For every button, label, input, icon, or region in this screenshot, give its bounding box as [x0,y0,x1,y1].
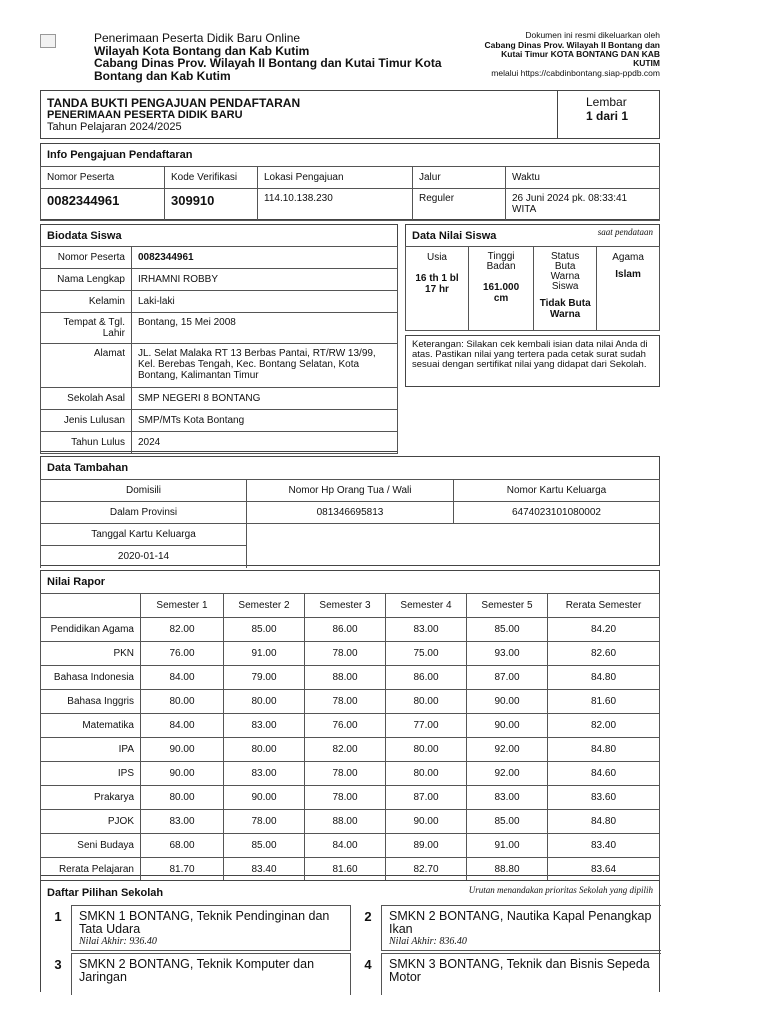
buta-warna-header: Status Buta Warna Siswa [550,251,580,292]
rapor-row [41,834,660,858]
rapor-score: 84.80 [548,666,660,690]
title-box [40,90,660,139]
rapor-score: 78.00 [224,810,305,834]
tambahan-table [40,479,660,568]
biodata-title: Biodata Siswa [47,230,122,242]
rapor-score: 83.40 [224,858,305,882]
hp-header: Nomor Hp Orang Tua / Wali [247,480,454,502]
tinggi-header: Tinggi Badan [486,251,516,272]
waktu-value: 26 Juni 2024 pk. 08:33:41 WITA [506,189,660,221]
info-header: Lokasi Pengajuan [258,167,413,189]
pilihan-note: Urutan menandakan prioritas Sekolah yang dipilih [468,885,653,895]
keterangan-box [405,335,660,387]
rapor-score: 90.00 [224,786,305,810]
rapor-table [40,593,660,881]
pilihan-item [49,953,351,995]
pilihan-section [40,880,660,992]
agama-value: Islam [615,269,641,280]
rapor-subject: IPA [41,738,141,762]
lokasi-value: 114.10.138.230 [258,189,413,221]
pilihan-card [71,905,351,951]
lembar-cell [557,90,661,139]
biodata-section [40,224,398,452]
kode-verifikasi-value: 309910 [165,189,258,221]
pilihan-nilai: Nilai Akhir: 836.40 [389,936,467,947]
pilihan-number: 4 [364,957,372,972]
header-right3: melalui https://cabdinbontang.siap-ppdb.com [491,68,660,78]
lembar-label: Lembar [586,95,627,109]
info-header: Kode Verifikasi [165,167,258,189]
pilihan-card [71,953,351,995]
biodata-value: JL. Selat Malaka RT 13 Berbas Pantai, RT/RW 13/99, Kel. Berebas Tengah, Kec. Bontang Selatan, Kota Bontang, Kalimantan Timur [132,344,398,388]
biodata-label: Tahun Lulus [41,432,132,454]
rapor-score: 79.00 [224,666,305,690]
rapor-row [41,642,660,666]
rapor-score: 84.00 [141,666,224,690]
biodata-label: Tempat & Tgl. Lahir [41,313,132,344]
rapor-row [41,690,660,714]
rapor-score: 84.00 [305,834,386,858]
rapor-score: 80.00 [224,690,305,714]
rapor-score: 84.60 [548,762,660,786]
nomor-peserta-value: 0082344961 [41,189,165,221]
tgl-kk-label: Tanggal Kartu Keluarga [41,524,247,546]
tambahan-title: Data Tambahan [47,462,129,474]
rapor-score: 83.60 [548,786,660,810]
pilihan-card [381,905,661,951]
rapor-score: 90.00 [141,738,224,762]
rapor-subject: PKN [41,642,141,666]
pilihan-school: SMKN 3 BONTANG, Teknik dan Bisnis Sepeda Motor [389,957,650,984]
lembar-value: 1 dari 1 [586,109,629,123]
info-section [40,143,660,220]
hp-value: 081346695813 [247,502,454,524]
info-header: Waktu [506,167,660,189]
rapor-header: Rerata Semester [548,594,660,618]
title-year: Tahun Pelajaran 2024/2025 [47,121,182,133]
biodata-table [40,246,398,454]
rapor-row [41,666,660,690]
rapor-score: 90.00 [141,762,224,786]
rapor-score: 81.70 [141,858,224,882]
rapor-score: 78.00 [305,690,386,714]
title-main: TANDA BUKTI PENGAJUAN PENDAFTARAN [47,96,301,110]
header-line1: Penerimaan Peserta Didik Baru Online [94,31,301,45]
rapor-score: 81.60 [548,690,660,714]
usia-value: 16 th 1 bl 17 hr [415,273,459,295]
nilai-siswa-note: saat pendataan [597,227,653,237]
rapor-row [41,858,660,882]
pilihan-number: 3 [54,957,62,972]
domisili-value: Dalam Provinsi [41,502,247,524]
rapor-score: 93.00 [467,642,548,666]
rapor-score: 89.00 [386,834,467,858]
rapor-header: Semester 4 [386,594,467,618]
logo-placeholder [40,34,56,48]
rapor-score: 78.00 [305,786,386,810]
pilihan-school: SMKN 1 BONTANG, Teknik Pendinginan dan Tata Udara [79,909,330,936]
rapor-score: 80.00 [224,738,305,762]
rapor-score: 87.00 [467,666,548,690]
rapor-score: 83.00 [141,810,224,834]
rapor-score: 75.00 [386,642,467,666]
info-header: Jalur [413,167,506,189]
header-line2: Wilayah Kota Bontang dan Kab Kutim [94,44,310,58]
kk-value: 6474023101080002 [454,502,660,524]
rapor-score: 68.00 [141,834,224,858]
rapor-score: 88.00 [305,666,386,690]
rapor-row [41,786,660,810]
rapor-score: 88.00 [305,810,386,834]
rapor-score: 86.00 [305,618,386,642]
rapor-header: Semester 2 [224,594,305,618]
rapor-score: 86.00 [386,666,467,690]
buta-warna-value: Tidak Buta Warna [539,298,591,320]
pilihan-number: 1 [54,909,62,924]
rapor-row [41,810,660,834]
rapor-subject: IPS [41,762,141,786]
pilihan-nilai: Nilai Akhir: 936.40 [79,936,157,947]
rapor-score: 90.00 [467,690,548,714]
rapor-header: Semester 1 [141,594,224,618]
nilai-siswa-table [405,246,660,331]
rapor-score: 82.00 [305,738,386,762]
kk-header: Nomor Kartu Keluarga [454,480,660,502]
rapor-section [40,570,660,876]
title-sub: PENERIMAAN PESERTA DIDIK BARU [47,109,243,121]
agama-header: Agama [612,252,644,263]
jalur-value: Reguler [413,189,506,221]
domisili-header: Domisili [41,480,247,502]
nilai-siswa-title: Data Nilai Siswa [412,230,497,242]
rapor-header: Semester 5 [467,594,548,618]
rapor-score: 77.00 [386,714,467,738]
rapor-score: 91.00 [467,834,548,858]
rapor-score: 83.00 [224,762,305,786]
rapor-subject: Prakarya [41,786,141,810]
rapor-subject: Bahasa Inggris [41,690,141,714]
rapor-header: Semester 3 [305,594,386,618]
rapor-score: 84.80 [548,738,660,762]
biodata-value: Bontang, 15 Mei 2008 [132,313,398,344]
nilai-siswa-section [405,224,660,331]
pilihan-title: Daftar Pilihan Sekolah [47,887,164,899]
rapor-score: 78.00 [305,642,386,666]
biodata-label: Nama Lengkap [41,269,132,291]
rapor-score: 80.00 [386,738,467,762]
rapor-score: 80.00 [141,786,224,810]
pilihan-item [359,905,661,951]
rapor-subject: Pendidikan Agama [41,618,141,642]
pilihan-school: SMKN 2 BONTANG, Teknik Komputer dan Jaringan [79,957,315,984]
rapor-score: 92.00 [467,762,548,786]
rapor-score: 83.00 [467,786,548,810]
rapor-score: 80.00 [141,690,224,714]
rapor-subject: Seni Budaya [41,834,141,858]
header-right1: Dokumen ini resmi dikeluarkan oleh [525,30,660,40]
rapor-score: 84.00 [141,714,224,738]
tinggi-value: 161.000 cm [483,282,520,304]
biodata-value: 0082344961 [132,247,398,269]
biodata-value: IRHAMNI ROBBY [132,269,398,291]
rapor-score: 82.00 [548,714,660,738]
rapor-score: 82.00 [141,618,224,642]
biodata-value: SMP NEGERI 8 BONTANG [132,388,398,410]
pilihan-card [381,953,661,995]
rapor-score: 83.64 [548,858,660,882]
pilihan-item [49,905,351,951]
biodata-label: Nomor Peserta [41,247,132,269]
rapor-score: 83.00 [386,618,467,642]
pilihan-school: SMKN 2 BONTANG, Nautika Kapal Penangkap Ikan [389,909,652,936]
rapor-subject: Bahasa Indonesia [41,666,141,690]
rapor-subject: PJOK [41,810,141,834]
rapor-score: 91.00 [224,642,305,666]
rapor-score: 88.80 [467,858,548,882]
header-right2: Cabang Dinas Prov. Wilayah II Bontang dan Kutai Timur KOTA BONTANG DAN KAB KUTIM [484,40,660,68]
rapor-subject: Rerata Pelajaran [41,858,141,882]
rapor-score: 80.00 [386,762,467,786]
rapor-score: 90.00 [467,714,548,738]
rapor-score: 92.00 [467,738,548,762]
header-line3: Cabang Dinas Prov. Wilayah II Bontang dan Kutai Timur Kota Bontang dan Kab Kutim [94,56,442,83]
rapor-score: 83.00 [224,714,305,738]
keterangan-text: Keterangan: Silakan cek kembali isian data nilai Anda di atas. Pastikan nilai yang tertera pada cetak surat sudah sesuai dengan sertifikat nilai yang didapat dari Sekolah. [412,339,648,370]
rapor-score: 84.80 [548,810,660,834]
info-header: Nomor Peserta [41,167,165,189]
rapor-score: 87.00 [386,786,467,810]
tgl-kk-value: 2020-01-14 [41,546,247,568]
rapor-title: Nilai Rapor [47,576,106,588]
rapor-row [41,762,660,786]
biodata-label: Sekolah Asal [41,388,132,410]
rapor-score: 83.40 [548,834,660,858]
pilihan-item [359,953,661,995]
rapor-row [41,714,660,738]
rapor-score: 82.70 [386,858,467,882]
biodata-value: 2024 [132,432,398,454]
info-table [40,166,660,221]
pilihan-number: 2 [364,909,372,924]
rapor-score: 82.60 [548,642,660,666]
rapor-subject: Matematika [41,714,141,738]
biodata-value: SMP/MTs Kota Bontang [132,410,398,432]
rapor-score: 76.00 [141,642,224,666]
usia-header: Usia [426,252,447,263]
rapor-score: 85.00 [467,618,548,642]
rapor-score: 90.00 [386,810,467,834]
rapor-score: 85.00 [467,810,548,834]
info-title: Info Pengajuan Pendaftaran [47,149,193,161]
rapor-score: 78.00 [305,762,386,786]
rapor-score: 80.00 [386,690,467,714]
rapor-score: 85.00 [224,834,305,858]
rapor-row [41,738,660,762]
rapor-header [41,594,141,618]
biodata-label: Kelamin [41,291,132,313]
rapor-score: 84.20 [548,618,660,642]
tambahan-section [40,456,660,566]
rapor-score: 81.60 [305,858,386,882]
biodata-label: Jenis Lulusan [41,410,132,432]
rapor-row [41,618,660,642]
biodata-value: Laki-laki [132,291,398,313]
rapor-score: 76.00 [305,714,386,738]
rapor-score: 85.00 [224,618,305,642]
biodata-label: Alamat [41,344,132,388]
